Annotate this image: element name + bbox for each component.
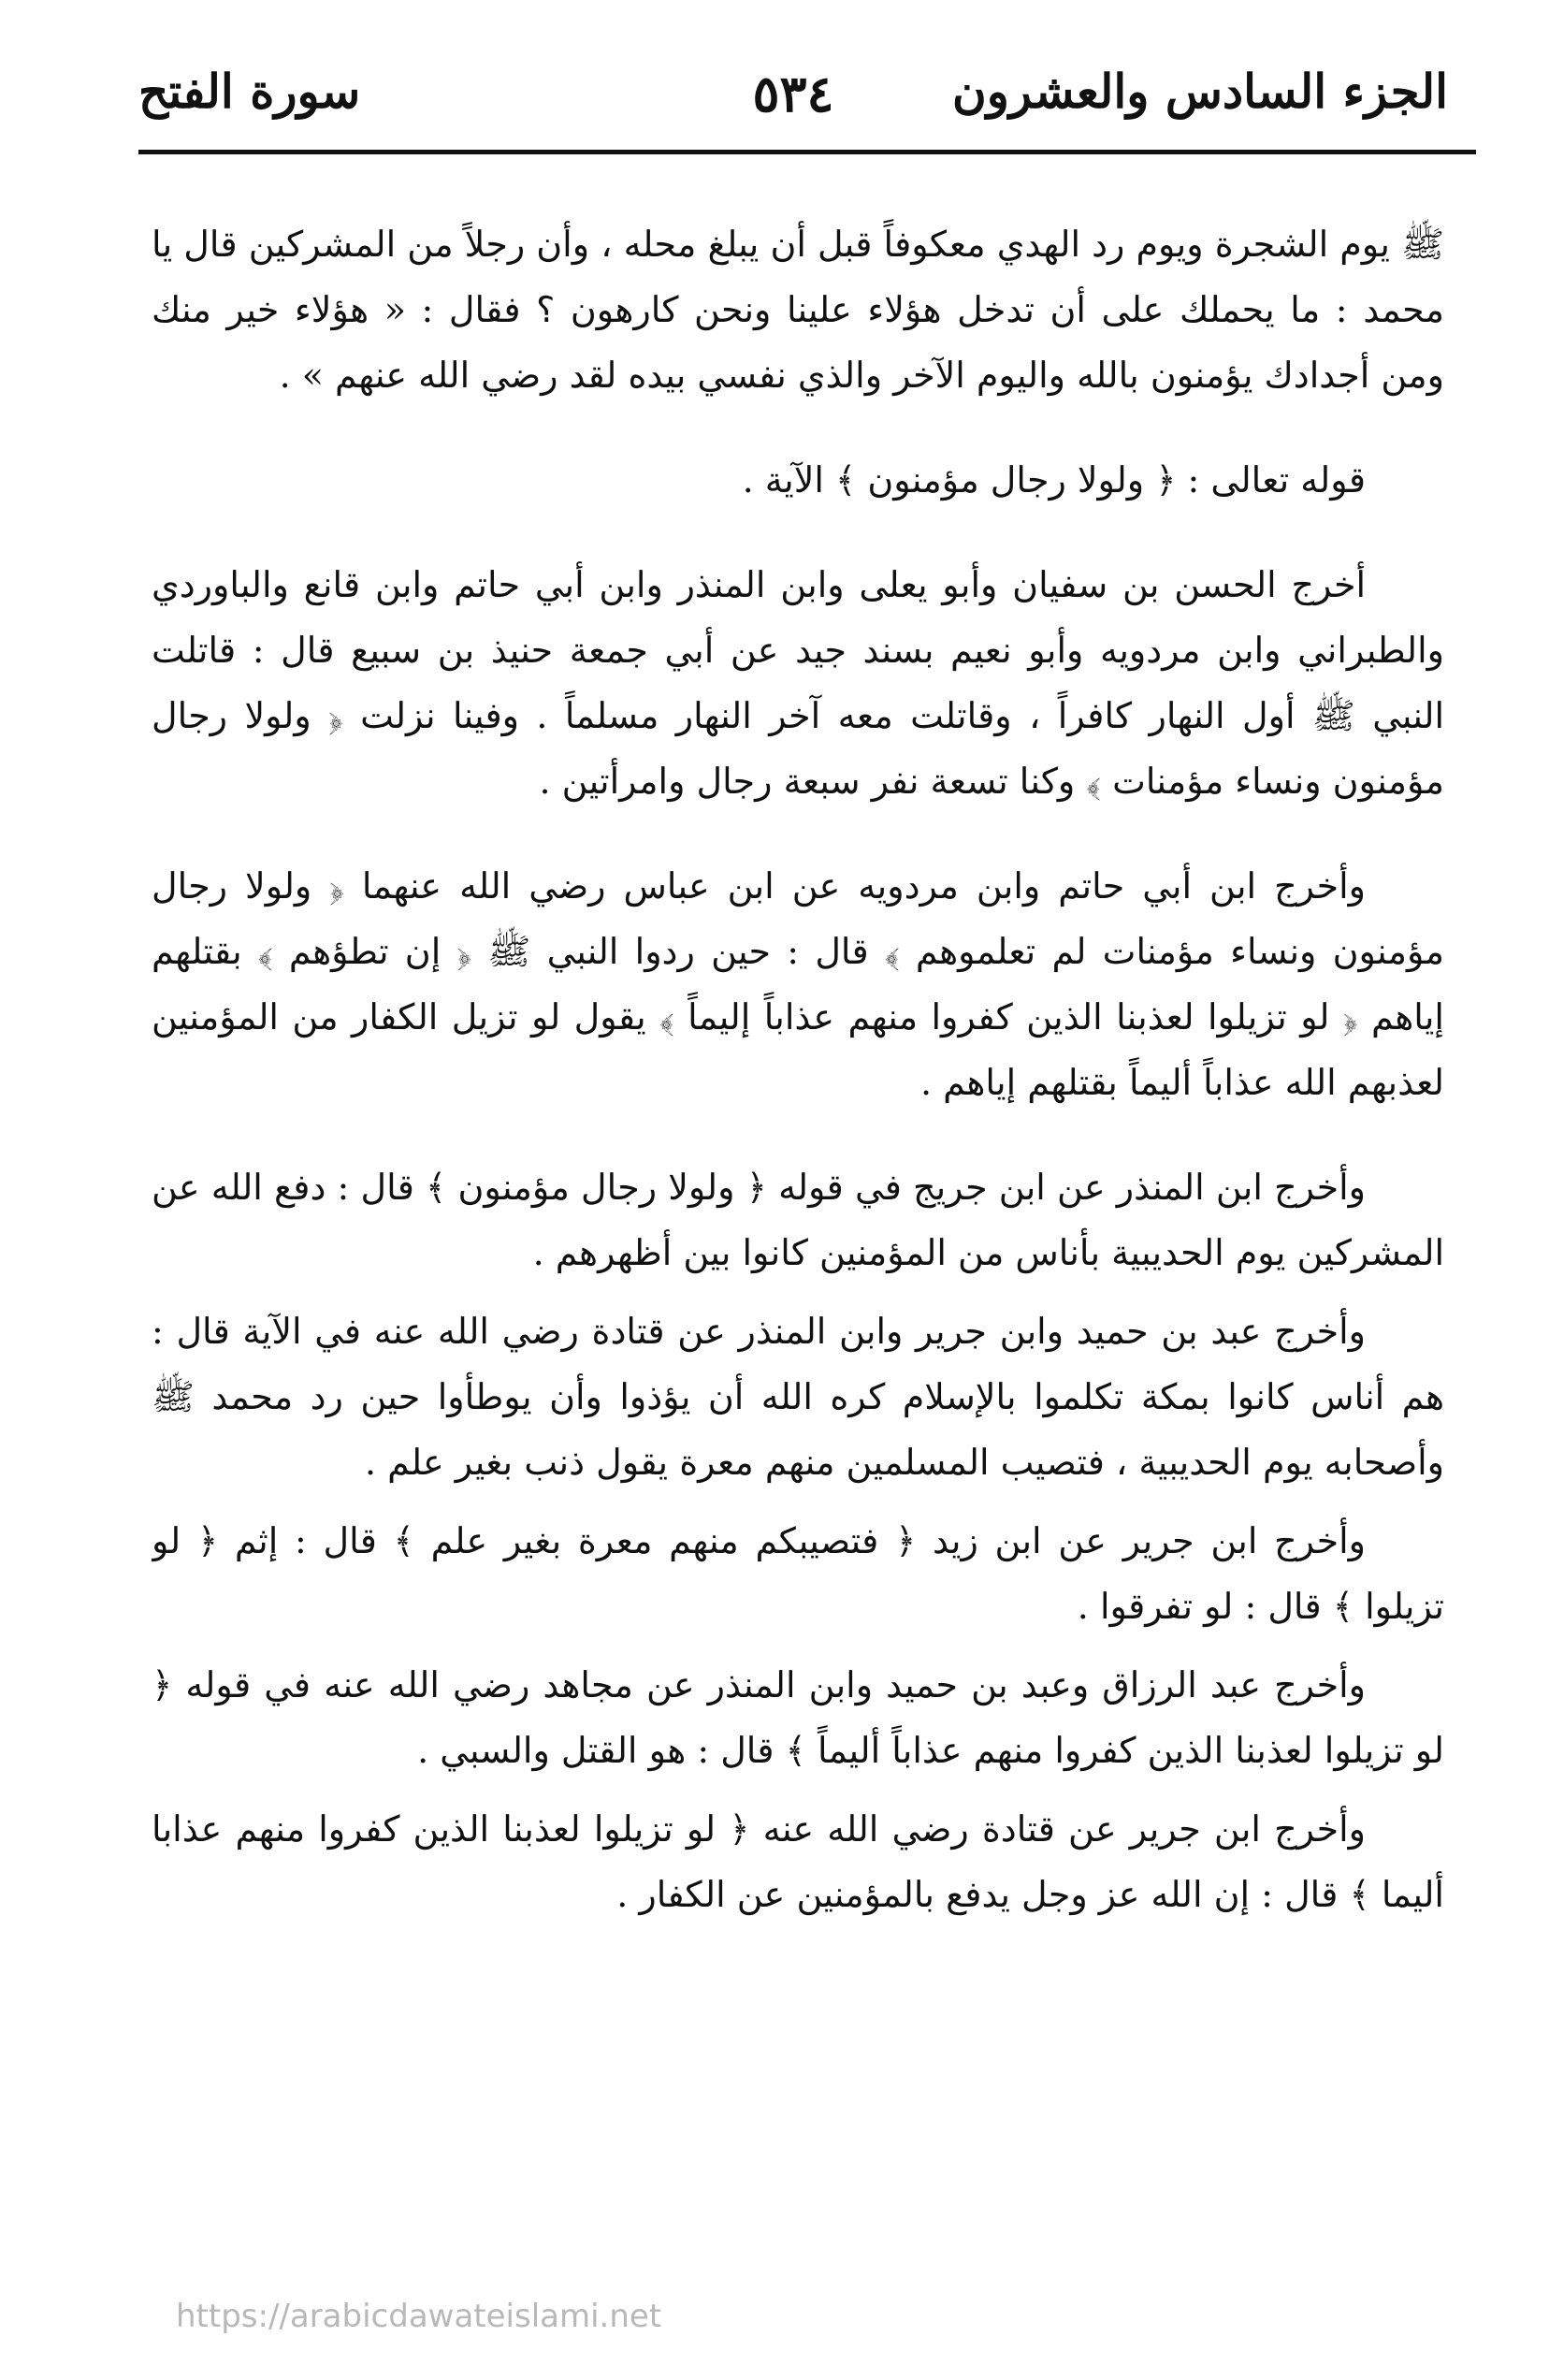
- page-header: [138, 64, 1448, 138]
- paragraph: وأخرج عبد بن حميد وابن جرير وابن المنذر عن قتادة رضي الله عنه في الآية قال : هم أناس كانوا بمكة تكلموا بالإسلام كره الله أن يؤذوا وأن يوطأوا حين رد محمد ﷺ وأصحابه يوم الحديبية ، فتصيب المسلمين منهم معرة يقول ذنب بغير علم .: [152, 1311, 1444, 1483]
- part-title: الجزء السادس والعشرون: [951, 64, 1448, 119]
- page-body: [152, 211, 1444, 2291]
- paragraph: وأخرج ابن المنذر عن ابن جريج في قوله ﴿ ولولا رجال مؤمنون ﴾ قال : دفع الله عن المشركين يوم الحديبية بأناس من المؤمنين كانوا بين أظهرهم .: [152, 1167, 1444, 1273]
- surah-title: سورة الفتح: [138, 64, 361, 119]
- paragraph: وأخرج ابن جرير عن قتادة رضي الله عنه ﴿ لو تزيلوا لعذبنا الذين كفروا منهم عذابا أليما ﴾ قال : إن الله عز وجل يدفع بالمؤمنين عن الكفار .: [152, 1808, 1444, 1915]
- paragraph: وأخرج ابن جرير عن ابن زيد ﴿ فتصيبكم منهم معرة بغير علم ﴾ قال : إثم ﴿ لو تزيلوا ﴾ قال : لو تفرقوا .: [152, 1520, 1444, 1627]
- watermark-url: https://arabicdawateislami.net: [176, 2298, 662, 2335]
- verse-heading: قوله تعالى : ﴿ ولولا رجال مؤمنون ﴾ الآية .: [742, 459, 1366, 501]
- paragraph: وأخرج عبد الرزاق وعبد بن حميد وابن المنذر عن مجاهد رضي الله عنه في قوله ﴿ لو تزيلوا لعذبنا الذين كفروا منهم عذاباً أليماً ﴾ قال : هو القتل والسبي .: [152, 1664, 1444, 1771]
- paragraph: أخرج الحسن بن سفيان وأبو يعلى وابن المنذر وابن أبي حاتم وابن قانع والباوردي والطبراني وابن مردويه وأبو نعيم بسند جيد عن أبي جمعة حنيذ بن سبيع قال : قاتلت النبي ﷺ أول النهار كافراً ، وقاتلت معه آخر النهار مسلماً . وفينا نزلت ﴿ ولولا رجال مؤمنون ونساء مؤمنات ﴾ وكنا تسعة نفر سبعة رجال وامرأتين .: [152, 564, 1444, 802]
- header-divider: [138, 150, 1476, 154]
- page-number: ٥٣٤: [752, 64, 834, 123]
- paragraph-continuation: ﷺ يوم الشجرة ويوم رد الهدي معكوفاً قبل أن يبلغ محله ، وأن رجلاً من المشركين قال يا محمد : ما يحملك على أن تدخل هؤلاء علينا ونحن كارهون ؟ فقال : « هؤلاء خير منك ومن أجدادك يؤمنون بالله واليوم الآخر والذي نفسي بيده لقد رضي الله عنهم » .: [152, 224, 1444, 396]
- paragraph: وأخرج ابن أبي حاتم وابن مردويه عن ابن عباس رضي الله عنهما ﴿ ولولا رجال مؤمنون ونساء مؤمنات لم تعلموهم ﴾ قال : حين ردوا النبي ﷺ ﴿ إن تطؤهم ﴾ بقتلهم إياهم ﴿ لو تزيلوا لعذبنا الذين كفروا منهم عذاباً إليماً ﴾ يقول لو تزيل الكفار من المؤمنين لعذبهم الله عذاباً أليماً بقتلهم إياهم .: [152, 865, 1444, 1103]
